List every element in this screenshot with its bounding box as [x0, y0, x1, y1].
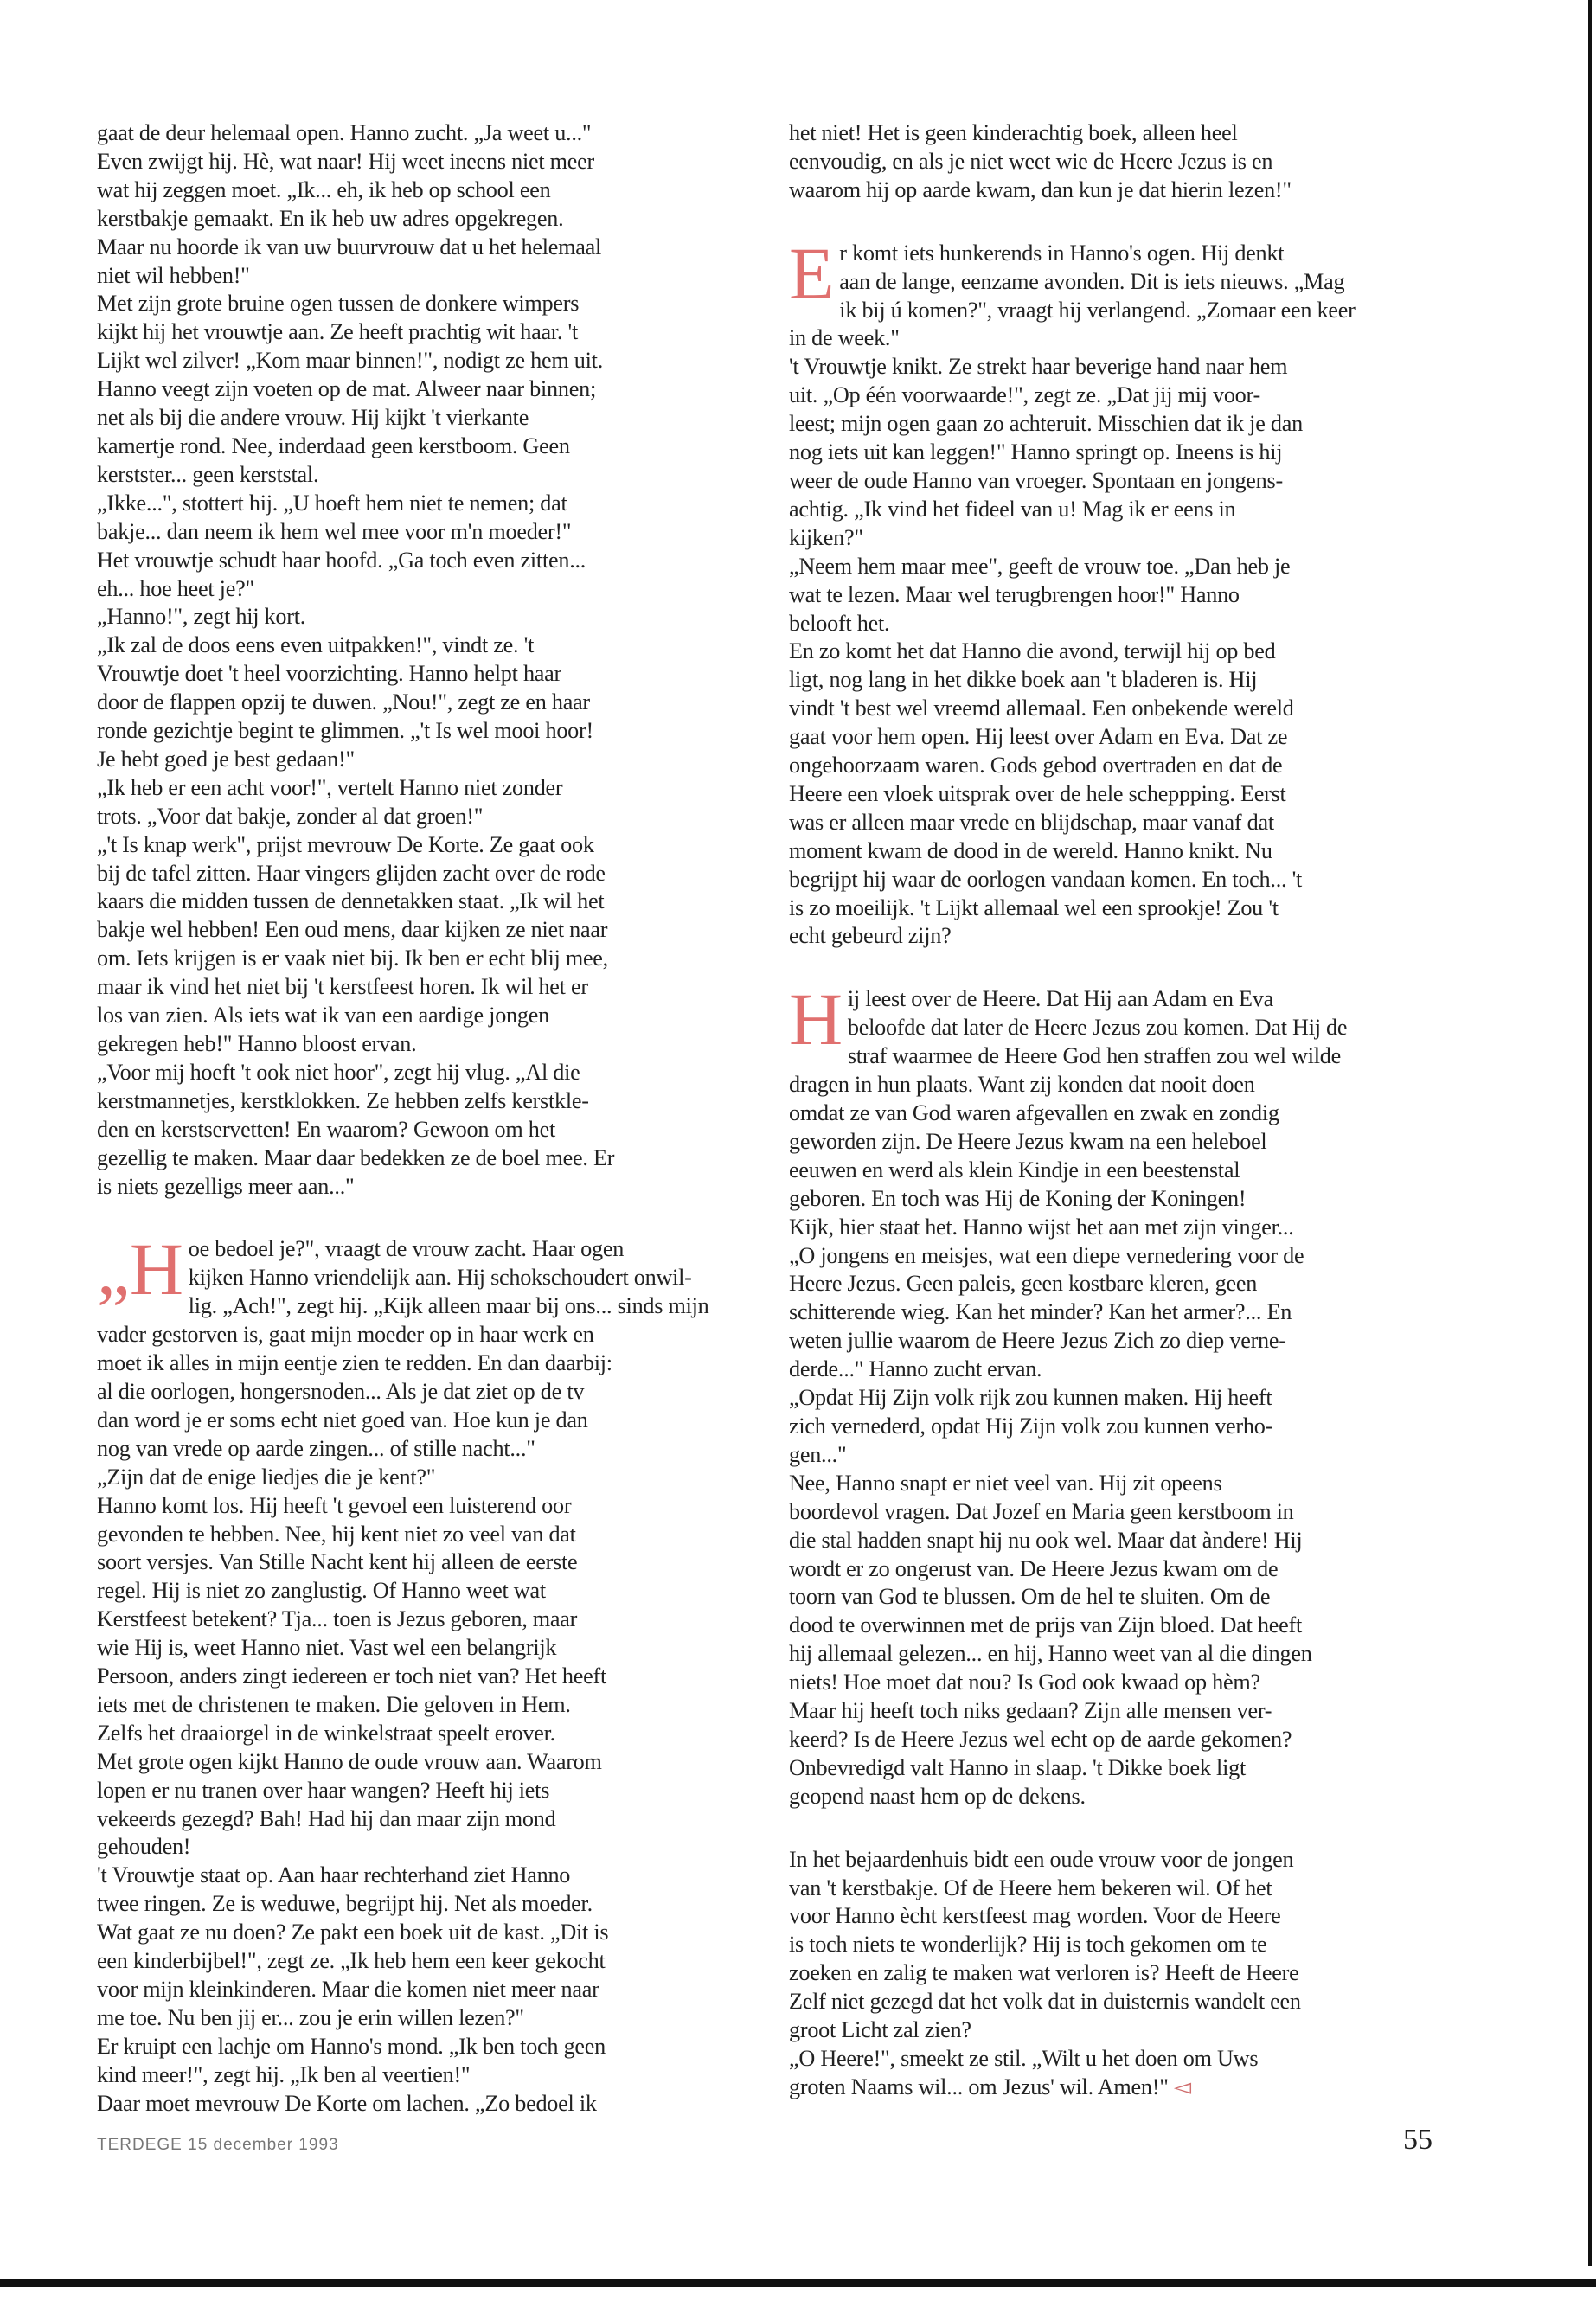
- left-paragraph-1: gaat de deur helemaal open. Hanno zucht. „Ja weet u..." Even zwijgt hij. Hè, wat naar! Hij weet ineens niet meer wat hij zeggen moet. „Ik... eh, ik heb op school een kerstbakje gemaakt. En ik heb uw adres opgekregen. Maar nu hoorde ik van uw buurvrouw dat u het helemaal niet wil hebben!" Met zijn grote bruine ogen tussen de donkere wimpers kijkt hij het vrouwtje aan. Ze heeft prachtig wit haar. 't Lijkt wel zilver! „Kom maar binnen!", nodigt ze hem uit. Hanno veegt zijn voeten op de mat. Alweer naar binnen; net als bij die andere vrouw. Hij kijkt 't vierkante kamertje rond. Nee, inderdaad geen kerstboom. Geen kerstster... geen kerststal. „Ikke...", stottert hij. „U hoeft hem niet te nemen; dat bakje... dan neem ik hem wel mee voor m'n moeder!" Het vrouwtje schudt haar hoofd. „Ga toch even zitten... eh... hoe heet je?" „Hanno!", zegt hij kort. „Ik zal de doos eens even uitpakken!", vindt ze. 't Vrouwtje doet 't heel voorzichting. Hanno helpt haar door de flappen opzij te duwen. „Nou!", zegt ze en haar ronde gezichtje begint te glimmen. „'t Is wel mooi hoor! Je hebt goed je best gedaan!" „Ik heb er een acht voor!", vertelt Hanno niet zonder trots. „Voor dat bakje, zonder al dat groen!" „'t Is knap werk", prijst mevrouw De Korte. Ze gaat ook bij de tafel zitten. Haar vingers glijden zacht over de rode kaars die midden tussen de dennetakken staat. „Ik wil het bakje wel hebben! Een oud mens, daar kijken ze niet naar om. Iets krijgen is er vaak niet bij. Ik ben er echt blij mee, maar ik vind het niet bij 't kerstfeest horen. Ik wil het er los van zien. Als iets wat ik van een aardige jongen gekregen heb!" Hanno bloost ervan. „Voor mij hoeft 't ook niet hoor", zegt hij vlug. „Al die kerstmannetjes, kerstklokken. Ze hebben zelfs kerstkle- den en kerstservetten! En waarom? Gewoon om het gezellig te maken. Maar daar bedekken ze de boel mee. Er is niets gezelligs meer aan...": [97, 120, 615, 1199]
- left-column: [97, 119, 733, 2118]
- section-gap: [789, 1811, 1425, 1846]
- page-edge-bottom: [0, 2279, 1596, 2287]
- section-gap: [789, 951, 1425, 985]
- right-section-3: [789, 977, 1425, 1811]
- publication-footer: TERDEGE 15 december 1993: [97, 2136, 339, 2154]
- dropcap-h: [97, 1227, 183, 1311]
- dropcap-h: H: [789, 977, 843, 1061]
- left-section-2-body: oe bedoel je?", vraagt de vrouw zacht. Haar ogen kijken Hanno vriendelijk aan. Hij schokschoudert onwil- lig. „Ach!", zegt hij. „Kijk alleen maar bij ons... sinds mijn vader gestorven is, gaat mijn moeder op in haar werk en moet ik alles in mijn eentje zien te redden. En dan daarbij: al die oorlogen, hongersnoden... Als je dat ziet op de tv dan word je er soms echt niet goed van. Hoe kun je dan nog van vrede op aarde zingen... of stille nacht..." „Zijn dat de enige liedjes die je kent?" Hanno komt los. Hij heeft 't gevoel een luisterend oor gevonden te hebben. Nee, hij kent niet zo veel van dat soort versjes. Van Stille Nacht kent hij alleen de eerste regel. Hij is niet zo zanglustig. Of Hanno weet wat Kerstfeest betekent? Tja... toen is Jezus geboren, maar wie Hij is, weet Hanno niet. Vast wel een belangrijk Persoon, anders zingt iedereen er toch niet van? Het heeft iets met de christenen te maken. Die geloven in Hem. Zelfs het draaiorgel in de winkelstraat speelt erover. Met grote ogen kijkt Hanno de oude vrouw aan. Waarom lopen er nu tranen over haar wangen? Heeft hij iets vekeerds gezegd? Bah! Had hij dan maar zijn mond gehouden! 't Vrouwtje staat op. Aan haar rechterhand ziet Hanno twee ringen. Ze is weduwe, begrijpt hij. Net als moeder. Wat gaat ze nu doen? Ze pakt een boek uit de kast. „Dit is een kinderbijbel!", zegt ze. „Ik heb hem een keer gekocht voor mijn kleinkinderen. Maar die komen niet meer naar me toe. Nu ben jij er... zou je erin willen lezen?" Er kruipt een lachje om Hanno's mond. „Ik ben toch geen kind meer!", zegt hij. „Ik ben al veertien!" Daar moet mevrouw De Korte om lachen. „Zo bedoel ik: [97, 1236, 709, 2116]
- right-section-4-body: In het bejaardenhuis bidt een oude vrouw voor de jongen van 't kerstbakje. Of de Heere hem bekeren wil. Of het voor Hanno ècht kerstfeest mag worden. Voor de Heere is toch niets te wonderlijk? Hij is toch gekomen om te zoeken en zalig te maken wat verloren is? Heeft de Heere Zelf niet gezegd dat het volk dat in duisternis wandelt een groot Licht zal zien? „O Heere!", smeekt ze stil. „Wilt u het doen om Uws groten Naams wil... om Jezus' wil. Amen!": [789, 1846, 1301, 2099]
- right-section-4: [789, 1846, 1425, 2102]
- end-mark-icon: ◅: [1173, 2073, 1191, 2099]
- right-column: [789, 119, 1425, 2102]
- right-section-2-body: r komt iets hunkerends in Hanno's ogen. Hij denkt aan de lange, eenzame avonden. Dit is iets nieuws. „Mag ik bij ú komen?", vraagt hij verlangend. „Zomaar een keer in de week." 't Vrouwtje knikt. Ze strekt haar beverige hand naar hem uit. „Op één voorwaarde!", zegt ze. „Dat jij mij voor- leest; mijn ogen gaan zo achteruit. Misschien dat ik je dan nog iets uit kan leggen!" Hanno springt op. Ineens is hij weer de oude Hanno van vroeger. Spontaan en jongens- achtig. „Ik vind het fideel van u! Mag ik er eens in kijken?" „Neem hem maar mee", geeft de vrouw toe. „Dan heb je wat te lezen. Maar wel terugbrengen hoor!" Hanno belooft het. En zo komt het dat Hanno die avond, terwijl hij op bed ligt, nog lang in het dikke boek aan 't bladeren is. Hij vindt 't best wel vreemd allemaal. Een onbekende wereld gaat voor hem open. Hij leest over Adam en Eva. Dat ze ongehoorzaam waren. Gods gebod overtraden en dat de Heere een vloek uitsprak over de hele scheppping. Eerst was er alleen maar vrede en blijdschap, maar vanaf dat moment kwam de dood in de wereld. Hanno knikt. Nu begrijpt hij waar de oorlogen vandaan komen. En toch... 't is zo moeilijk. 't Lijkt allemaal wel een sprookje! Zou 't echt gebeurd zijn?: [789, 240, 1356, 949]
- left-section-2: [97, 1227, 733, 2118]
- dropcap-letter: H: [129, 1227, 183, 1311]
- page-number: 55: [1403, 2124, 1433, 2156]
- section-gap: [789, 205, 1425, 240]
- right-section-3-body: ij leest over de Heere. Dat Hij aan Adam en Eva beloofde dat later de Heere Jezus zou komen. Dat Hij de straf waarmee de Heere God hen straffen zou wel wilde dragen in hun plaats. Want zij konden dat nooit doen omdat ze van God waren afgevallen en zwak en zondig geworden zijn. De Heere Jezus kwam na een heleboel eeuwen en werd als klein Kindje in een beestenstal geboren. En toch was Hij de Koning der Koningen! Kijk, hier staat het. Hanno wijst het aan met zijn vinger... „O jongens en meisjes, wat een diepe vernedering voor de Heere Jezus. Geen paleis, geen kostbare kleren, geen schitterende wieg. Kan het minder? Kan het armer?... En weten jullie waarom de Heere Jezus Zich zo diep verne- derde..." Hanno zucht ervan. „Opdat Hij Zijn volk rijk zou kunnen maken. Hij heeft zich vernederd, opdat Hij Zijn volk zou kunnen verho- gen..." Nee, Hanno snapt er niet veel van. Hij zit opeens boordevol vragen. Dat Jozef en Maria geen kerstboom in die stal hadden snapt hij nu ook wel. Maar dat àndere! Hij wordt er zo ongerust van. De Heere Jezus kwam om de toorn van God te blussen. Om de hel te sluiten. Om de dood te overwinnen met de prijs van Zijn bloed. Dat heeft hij allemaal gelezen... en hij, Hanno weet van al die dingen niets! Hoe moet dat nou? Is God ook kwaad op hèm? Maar hij heeft toch niks gedaan? Zijn alle mensen ver- keerd? Is de Heere Jezus wel echt op de aarde gekomen? Onbevredigd valt Hanno in slaap. 't Dikke boek ligt geopend naast hem op de dekens.: [789, 986, 1348, 1809]
- right-section-2: [789, 231, 1425, 952]
- dropcap-quote: „: [97, 1227, 130, 1311]
- dropcap-e: E: [789, 231, 835, 315]
- section-gap: [97, 1201, 733, 1235]
- page-edge-right: [1588, 0, 1592, 2266]
- right-paragraph-1: het niet! Het is geen kinderachtig boek, alleen heel eenvoudig, en als je niet weet wie de Heere Jezus is en waarom hij op aarde kwam, dan kun je dat hierin lezen!": [789, 120, 1292, 202]
